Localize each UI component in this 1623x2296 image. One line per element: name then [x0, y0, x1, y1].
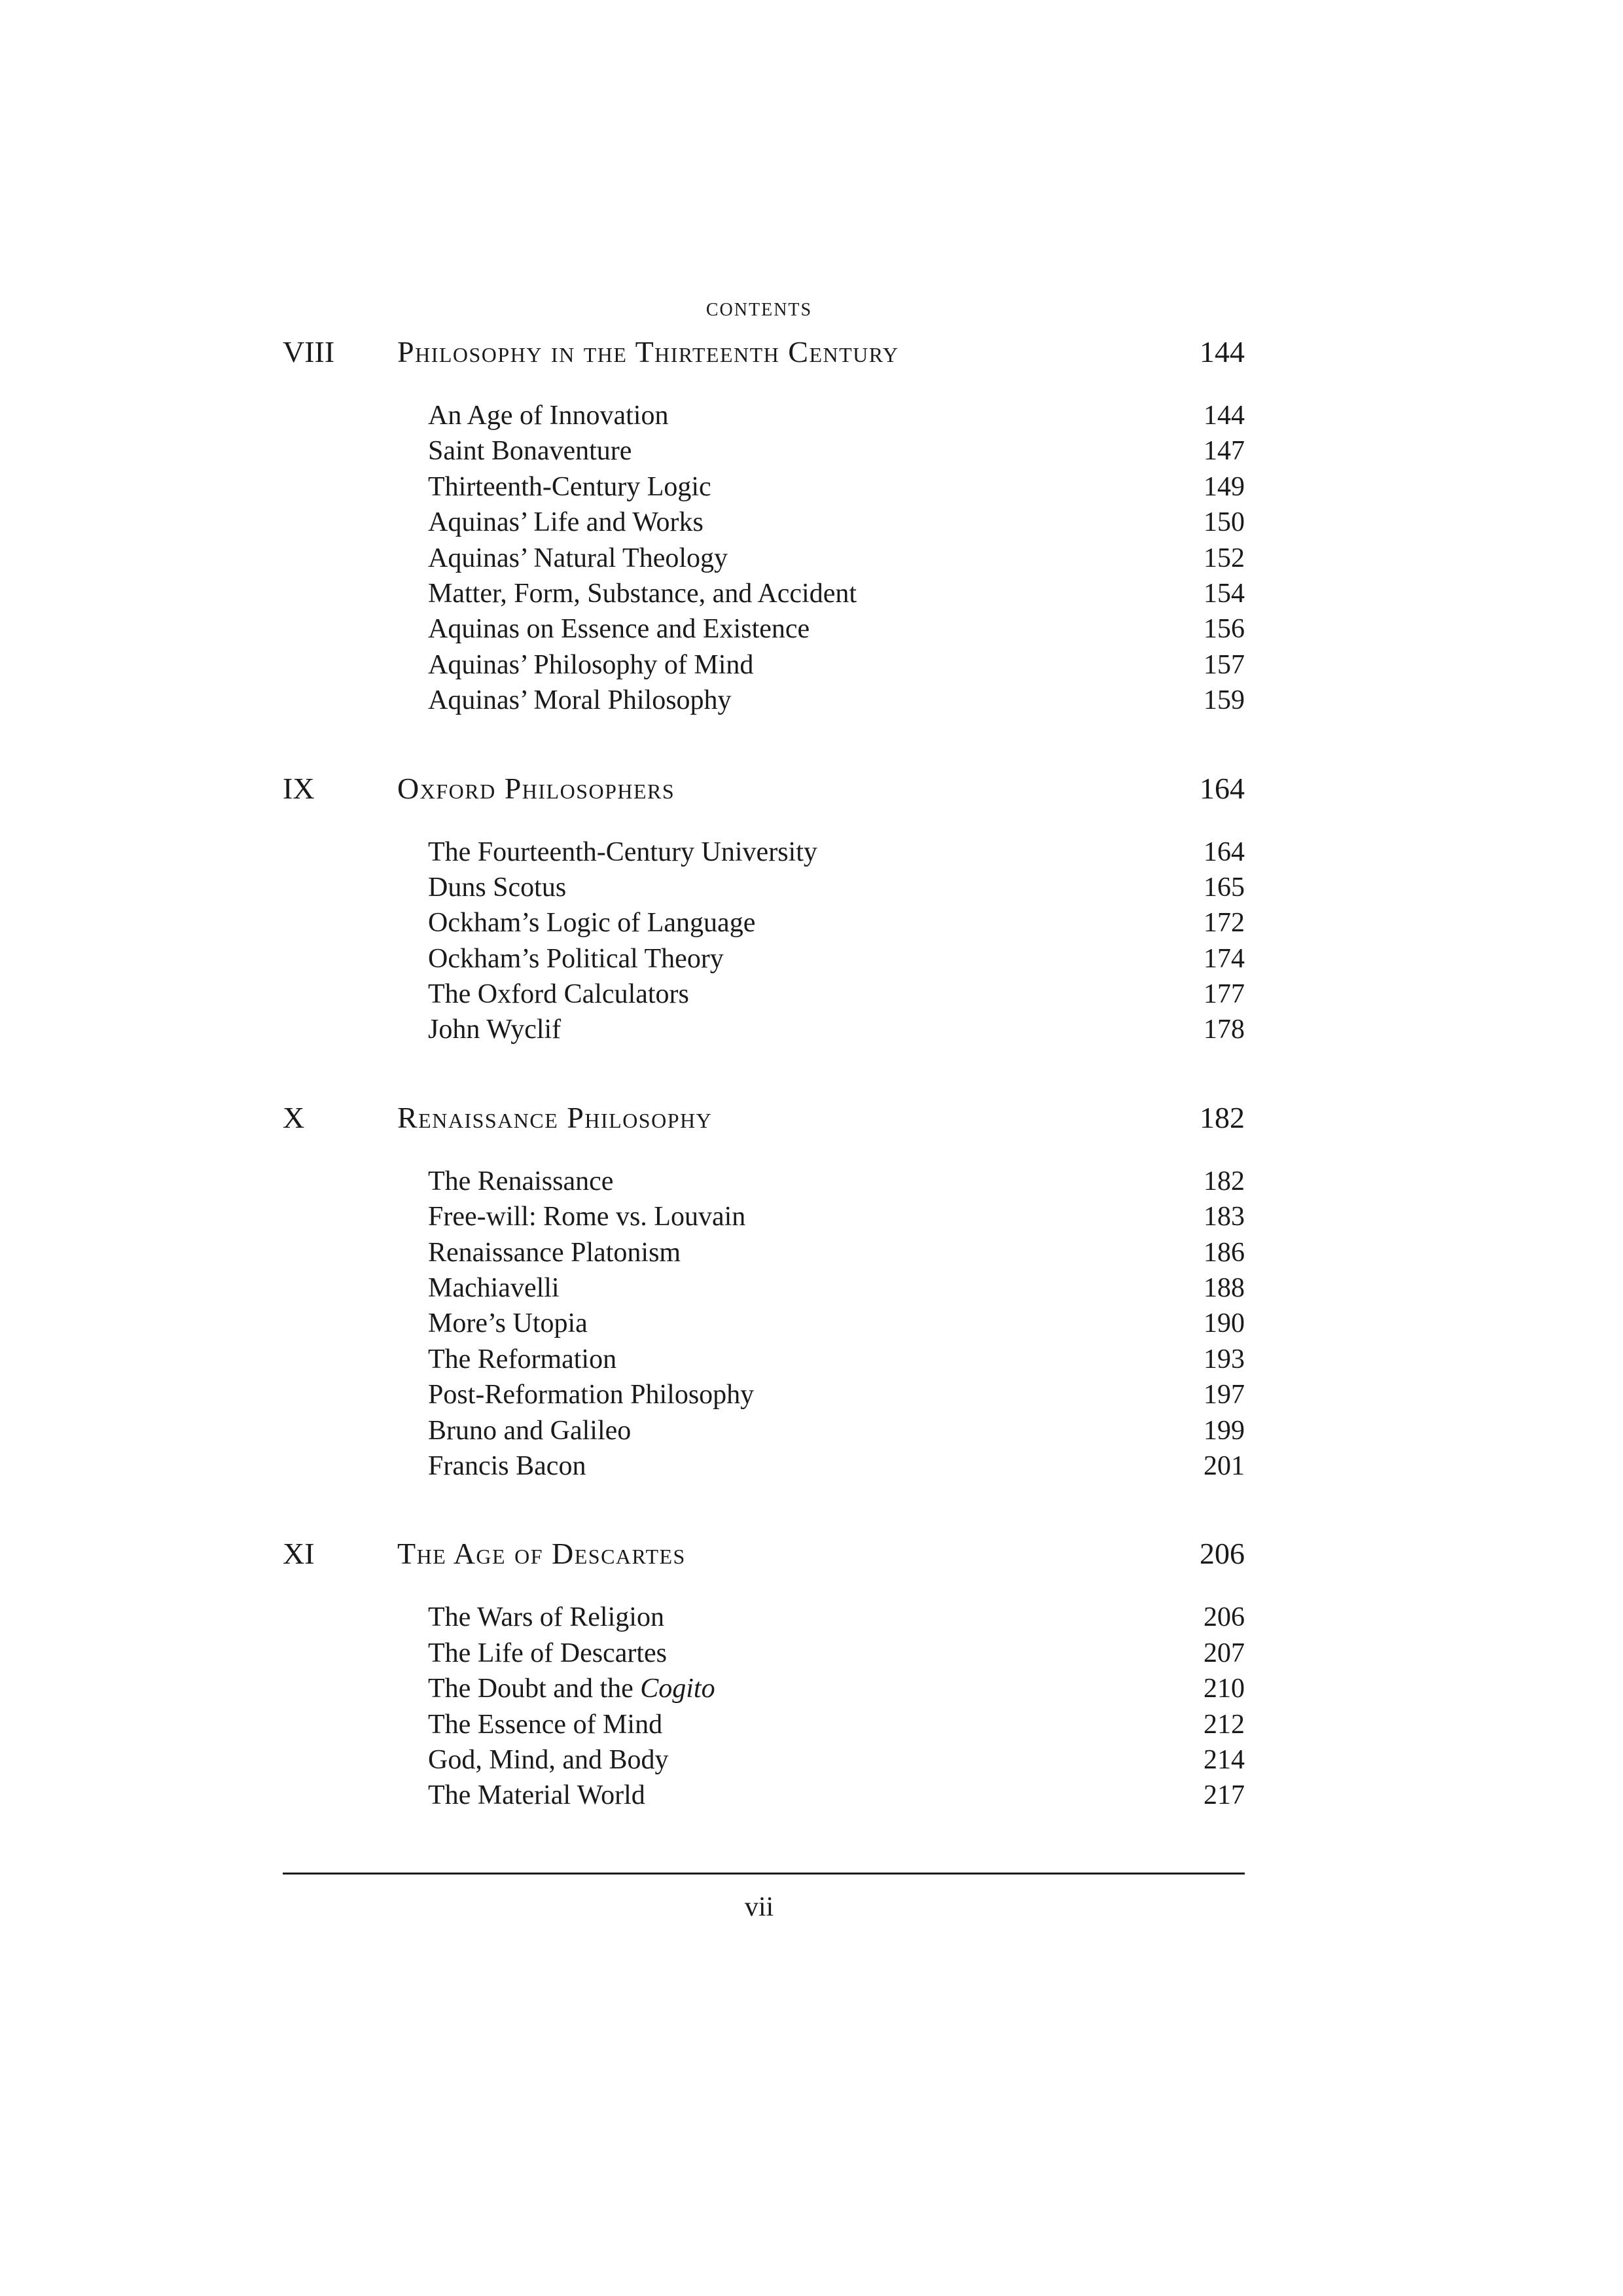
- toc-entry[interactable]: [283, 647, 1245, 683]
- entry-page-number: 199: [1204, 1415, 1245, 1446]
- entry-title-text: More’s Utopia: [428, 1308, 588, 1339]
- entry-page-number: 183: [1204, 1202, 1245, 1232]
- toc-entry[interactable]: [283, 541, 1245, 576]
- entry-title-text: The Doubt and the: [428, 1674, 641, 1704]
- toc-entry[interactable]: [283, 1199, 1245, 1234]
- entry-title: [428, 1413, 631, 1448]
- entry-page-number: 172: [1204, 908, 1245, 939]
- entry-title: [428, 1199, 745, 1234]
- entry-title: [428, 1270, 560, 1306]
- entry-title-italic: Cogito: [640, 1674, 715, 1704]
- toc-entry[interactable]: [283, 1742, 1245, 1778]
- toc-entry[interactable]: [283, 977, 1245, 1012]
- toc-entry[interactable]: [283, 1270, 1245, 1306]
- entry-title: [428, 398, 668, 433]
- entry-title: [428, 977, 689, 1012]
- entry-page-number: 212: [1204, 1709, 1245, 1740]
- entry-title-text: Aquinas’ Philosophy of Mind: [428, 649, 754, 680]
- entry-title: [428, 433, 632, 469]
- table-of-contents: [283, 331, 1245, 1862]
- entry-page-number: 164: [1204, 836, 1245, 867]
- entry-page-number: 152: [1204, 543, 1245, 573]
- chapter-number: XI: [283, 1537, 315, 1571]
- entry-title: [428, 683, 732, 718]
- entry-title-text: Ockham’s Political Theory: [428, 943, 724, 974]
- entry-page-number: 186: [1204, 1237, 1245, 1268]
- toc-entry[interactable]: [283, 1164, 1245, 1199]
- entry-title: [428, 1778, 645, 1813]
- entry-page-number: 190: [1204, 1308, 1245, 1339]
- entry-page-number: 174: [1204, 943, 1245, 974]
- entry-page-number: 150: [1204, 507, 1245, 538]
- entry-title-text: God, Mind, and Body: [428, 1744, 669, 1775]
- toc-entry[interactable]: [283, 469, 1245, 505]
- chapter-section: [283, 1096, 1245, 1484]
- entry-title-text: The Fourteenth-Century University: [428, 836, 817, 867]
- entry-page-number: 210: [1204, 1674, 1245, 1704]
- entry-page-number: 207: [1204, 1638, 1245, 1668]
- entry-title-text: Aquinas on Essence and Existence: [428, 614, 810, 645]
- chapter-number: X: [283, 1100, 305, 1134]
- entry-title: [428, 1164, 613, 1199]
- running-head: contents: [705, 292, 813, 321]
- entry-title-text: Aquinas’ Life and Works: [428, 507, 704, 538]
- chapter-section: [283, 1532, 1245, 1813]
- toc-entry[interactable]: [283, 1342, 1245, 1377]
- chapter-section: [283, 331, 1245, 719]
- entry-title: [428, 1448, 586, 1484]
- entry-title-text: Aquinas’ Moral Philosophy: [428, 685, 732, 716]
- section-list: [283, 398, 1245, 719]
- entry-title: [428, 1342, 616, 1377]
- chapter-heading[interactable]: [283, 331, 1245, 374]
- toc-entry[interactable]: [283, 1413, 1245, 1448]
- entry-title-text: Bruno and Galileo: [428, 1415, 632, 1446]
- entry-page-number: 157: [1204, 649, 1245, 680]
- toc-entry[interactable]: [283, 576, 1245, 611]
- entry-page-number: 182: [1204, 1166, 1245, 1196]
- entry-title: [428, 1377, 754, 1412]
- entry-title-text: The Life of Descartes: [428, 1638, 667, 1668]
- entry-title-text: The Renaissance: [428, 1166, 614, 1196]
- entry-page-number: 147: [1204, 436, 1245, 467]
- chapter-title: Philosophy in the Thirteenth Century: [397, 335, 899, 368]
- entry-page-number: 159: [1204, 685, 1245, 716]
- entry-page-number: 206: [1204, 1602, 1245, 1633]
- entry-title: [428, 1235, 681, 1270]
- entry-page-number: 188: [1204, 1273, 1245, 1304]
- entry-title: [428, 611, 810, 647]
- chapter-page-number: 182: [1200, 1100, 1245, 1134]
- chapter-heading[interactable]: [283, 1096, 1245, 1139]
- entry-title: [428, 1600, 664, 1635]
- toc-entry[interactable]: [283, 1671, 1245, 1706]
- chapter-title: Renaissance Philosophy: [397, 1100, 713, 1134]
- entry-page-number: 149: [1204, 471, 1245, 502]
- toc-entry[interactable]: [283, 1600, 1245, 1635]
- chapter-heading[interactable]: [283, 1532, 1245, 1575]
- entry-title-text: Saint Bonaventure: [428, 436, 632, 467]
- entry-page-number: 217: [1204, 1780, 1245, 1811]
- toc-entry[interactable]: [283, 1235, 1245, 1270]
- section-list: [283, 1600, 1245, 1813]
- section-list: [283, 834, 1245, 1048]
- entry-title-text: Machiavelli: [428, 1273, 560, 1304]
- entry-title: [428, 469, 711, 505]
- entry-title-text: Thirteenth-Century Logic: [428, 471, 711, 502]
- chapter-number: IX: [283, 771, 315, 805]
- entry-page-number: 144: [1204, 401, 1245, 431]
- toc-entry[interactable]: [283, 611, 1245, 647]
- entry-page-number: 156: [1204, 614, 1245, 645]
- entry-title-text: The Material World: [428, 1780, 645, 1811]
- toc-entry[interactable]: [283, 870, 1245, 905]
- entry-page-number: 201: [1204, 1450, 1245, 1481]
- toc-entry[interactable]: [283, 905, 1245, 941]
- toc-entry[interactable]: [283, 1636, 1245, 1671]
- entry-title: [428, 941, 724, 977]
- entry-title-text: Free-will: Rome vs. Louvain: [428, 1202, 746, 1232]
- entry-title: [428, 1636, 667, 1671]
- chapter-title: Oxford Philosophers: [397, 771, 675, 805]
- toc-entry[interactable]: [283, 683, 1245, 718]
- entry-page-number: 193: [1204, 1344, 1245, 1374]
- chapter-number: VIII: [283, 335, 335, 368]
- entry-page-number: 154: [1204, 578, 1245, 609]
- entry-title: [428, 505, 704, 540]
- toc-entry[interactable]: [283, 941, 1245, 977]
- entry-page-number: 214: [1204, 1744, 1245, 1775]
- section-list: [283, 1164, 1245, 1484]
- toc-entry[interactable]: [283, 433, 1245, 469]
- entry-title-text: Renaissance Platonism: [428, 1237, 681, 1268]
- entry-title-text: Aquinas’ Natural Theology: [428, 543, 728, 573]
- chapter-page-number: 164: [1200, 771, 1245, 805]
- entry-title: [428, 1012, 561, 1047]
- entry-title-text: Francis Bacon: [428, 1450, 586, 1481]
- entry-title-text: The Oxford Calculators: [428, 979, 689, 1010]
- chapter-title: The Age of Descartes: [397, 1537, 686, 1571]
- toc-entry[interactable]: [283, 1012, 1245, 1047]
- page-number: vii: [744, 1892, 774, 1922]
- entry-title-text: An Age of Innovation: [428, 401, 669, 431]
- toc-entry[interactable]: [283, 398, 1245, 433]
- footer-rule: [283, 1873, 1245, 1874]
- chapter-page-number: 206: [1200, 1537, 1245, 1571]
- toc-entry[interactable]: [283, 1778, 1245, 1813]
- entry-title-text: The Reformation: [428, 1344, 617, 1374]
- entry-title: [428, 1306, 588, 1341]
- toc-entry[interactable]: [283, 1707, 1245, 1742]
- toc-entry[interactable]: [283, 1448, 1245, 1484]
- chapter-section: [283, 767, 1245, 1048]
- entry-page-number: 177: [1204, 979, 1245, 1010]
- entry-page-number: 165: [1204, 872, 1245, 903]
- entry-title: [428, 541, 728, 576]
- toc-entry[interactable]: [283, 1377, 1245, 1412]
- entry-page-number: 178: [1204, 1014, 1245, 1045]
- entry-title-text: Matter, Form, Substance, and Accident: [428, 578, 857, 609]
- entry-title: [428, 1707, 662, 1742]
- entry-title: [428, 1671, 715, 1706]
- entry-title-text: Ockham’s Logic of Language: [428, 908, 756, 939]
- entry-title: [428, 905, 755, 941]
- chapter-page-number: 144: [1200, 335, 1245, 368]
- entry-title: [428, 1742, 669, 1778]
- entry-page-number: 197: [1204, 1380, 1245, 1410]
- entry-title: [428, 834, 817, 870]
- chapter-heading[interactable]: [283, 767, 1245, 810]
- entry-title-text: The Essence of Mind: [428, 1709, 663, 1740]
- entry-title-text: John Wyclif: [428, 1014, 562, 1045]
- entry-title: [428, 647, 753, 683]
- toc-entry[interactable]: [283, 1306, 1245, 1341]
- entry-title-text: Duns Scotus: [428, 872, 567, 903]
- entry-title-text: The Wars of Religion: [428, 1602, 664, 1633]
- toc-entry[interactable]: [283, 834, 1245, 870]
- entry-title-text: Post-Reformation Philosophy: [428, 1380, 755, 1410]
- entry-title: [428, 576, 857, 611]
- toc-entry[interactable]: [283, 505, 1245, 540]
- entry-title: [428, 870, 566, 905]
